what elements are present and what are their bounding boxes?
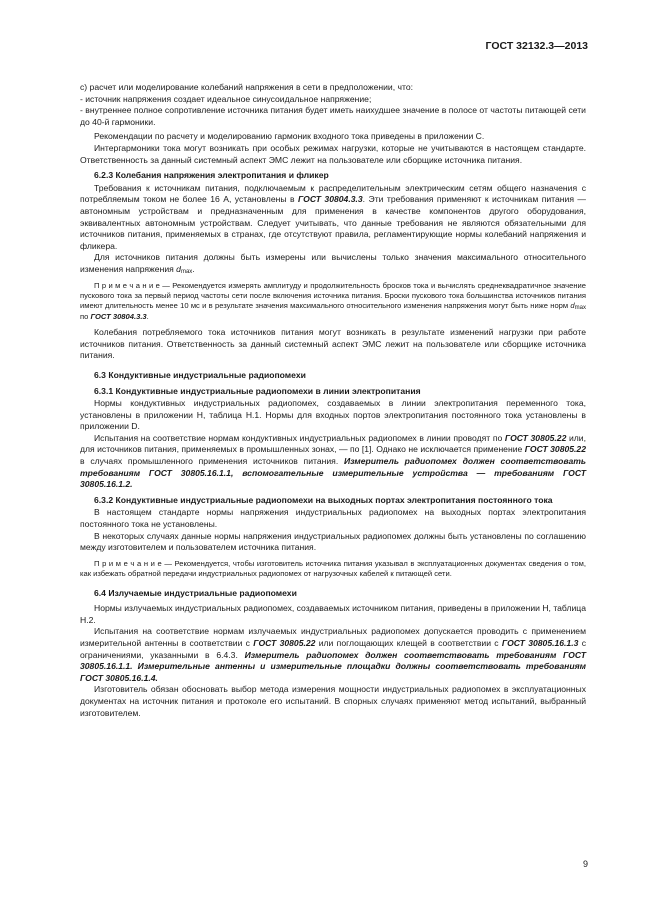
section-6-4-paragraph-2: Испытания на соответствие нормам излучаемых индустриальных радиопомех допускается проводить с применением измерительной антенны в соответствии с ГОСТ 30805.22 или поглощающих клещей в соответствии с ГОСТ 30805.16.1.3 с ограничениями, указанными в 6.4.3. Измеритель радиопомех должен соответствовать требованиям ГОСТ 30805.16.1.1. Измерительные антенны и измерительные площадки должны соответствовать требованиям ГОСТ 30805.16.1.4. [80,626,586,683]
standard-reference: ГОСТ 30805.22 [253,638,316,648]
standard-designation: ГОСТ 32132.3—2013 [485,40,588,52]
section-6-2-3-note: П р и м е ч а н и е — Рекомендуется измерять амплитуду и продолжительность бросков тока и вычислять среднеквадратичное значение пускового тока за первый период частоты сети после включения источника питания. Броски пускового тока большинства источников питания имеют длительность менее 10 мс и в результате значения максимального относительного изменения напряжения могут быть ниже норм $d_{max}$ по ГОСТ 30804.3.3. [80,280,586,321]
section-6-3-1-paragraph-2: Испытания на соответствие нормам кондуктивных индустриальных радиопомех в линии проводят по ГОСТ 30805.22 или, для источников питания, применяемых в промышленных зонах, — по [1]. Однако не исключается применение ГОСТ 30805.22 в случаях промышленного применения источников питания. Измеритель радиопомех должен соответствовать требованиям ГОСТ 30805.16.1.1, вспомогательные измерительные устройства — требованиям ГОСТ 30805.16.1.2. [80,432,586,490]
section-6-3-2-paragraph-2: В некоторых случаях данные нормы напряжения индустриальных радиопомех должны быть установлены по соглашению между изготовителем и пользователем источника питания. [80,530,586,553]
meter-requirement: Измеритель радиопомех должен соответствовать требованиям ГОСТ 30805.16.1.1, вспомогательные измерительные устройства — требованиям ГОСТ 30805.16.1.2. [80,456,586,490]
section-6-3-heading: 6.3 Кондуктивные индустриальные радиопомехи [94,369,306,380]
item-c-dash-2: - внутреннее полное сопротивление источника питания будет иметь наихудшее значение в полосе от частоты питающей сети до 40-й гармоники. [80,105,586,127]
section-6-3-1-paragraph-1: Нормы кондуктивных индустриальных радиопомех, создаваемых в линии электропитания переменного тока, установлены в приложении Н, таблица Н.1. Нормы для входных портов электропитания постоянного тока установлены в приложении D. [80,398,586,432]
meter-requirement: Измеритель радиопомех должен соответствовать требованиям ГОСТ 30805.16.1.1. Измерительные антенны и измерительные площадки должны соответствовать требованиям ГОСТ 30805.16.1.4. [80,649,586,683]
standard-reference: ГОСТ 30805.16.1.3 [501,638,579,648]
standard-reference: ГОСТ 30805.22 [524,444,586,455]
note-label: П р и м е ч а н и е [94,558,162,568]
item-c-intro: с) расчет или моделирование колебаний напряжения в сети в предположении, что: [80,82,413,92]
section-6-2-3-heading: 6.2.3 Колебания напряжения электропитания и фликер [94,170,329,181]
item-c-dash-1: - источник напряжения создает идеальное синусоидальное напряжение; [80,93,372,104]
section-6-2-3-paragraph-3: Колебания потребляемого тока источников питания могут возникать в результате изменений нагрузки при работе источников питания. Ответственность за данный системный аспект ЭМС лежит на пользователе или сборщике источника питания. [80,327,586,361]
section-6-2-3-paragraph-1: Требования к источникам питания, подключаемым к распределительным электрическим сетям общего назначения с потребляемым током не более 16 А, установлены в ГОСТ 30804.3.3. Эти требования применяют к источникам питания — автономным устройствам и предназначенным для применения в качестве компонентов другого оборудования, эквивалентных автономным устройствам. Следует учитывать, что данные требования не являются обязательными для источников питания, применяемых в странах, где отсутствуют правила, регламентирующие нормы колебаний напряжения и фликера. [80,182,587,251]
section-6-2-3-paragraph-2: Для источников питания должны быть измерены или вычислены только значения максимального относительного изменения напряжения $d_{max}$. [80,252,586,275]
section-6-3-2-heading: 6.3.2 Кондуктивные индустриальные радиопомехи на выходных портах электропитания постоянного тока [94,494,553,505]
symbol-d: d [176,263,181,274]
section-6-3-2-note: П р и м е ч а н и е — Рекомендуется, чтобы изготовитель источника питания указывал в эксплуатационных документах сведения о том, как избежать обратной передачи индустриальных радиопомех от нагрузочных кабелей к питающей сети. [80,558,586,579]
section-6-3-2-paragraph-1: В настоящем стандарте нормы напряжения индустриальных радиопомех на выходных портах электропитания постоянного тока не установлены. [80,507,586,530]
body-text [80,82,586,719]
section-6-4-paragraph-1: Нормы излучаемых индустриальных радиопомех, создаваемых источником питания, приведены в приложении Н, таблица Н.2. [80,603,586,625]
section-6-4-paragraph-3: Изготовитель обязан обосновать выбор метода измерения мощности индустриальных радиопомех в эксплуатационных документах на источник питания и протоколе его испытаний. В спорных случаях применяют метод испытаний, выбранный изготовителем. [80,684,586,718]
interharmonics-paragraph: Интергармоники тока могут возникать при особых режимах нагрузки, которые не учитываются в настоящем стандарте. Ответственность за данный системный аспект ЭМС лежит на пользователе или сборщике источника питания. [80,142,586,165]
standard-reference: ГОСТ 30804.3.3 [298,194,363,205]
page-number: 9 [582,859,588,869]
note-label: П р и м е ч а н и е [94,280,160,290]
recommendation-paragraph: Рекомендации по расчету и моделированию гармоник входного тока приведены в приложении С. [94,131,485,142]
standard-reference: ГОСТ 30804.3.3 [90,311,147,321]
section-6-4-heading: 6.4 Излучаемые индустриальные радиопомехи [94,587,297,598]
section-6-3-1-heading: 6.3.1 Кондуктивные индустриальные радиопомехи в линии электропитания [94,385,421,396]
standard-reference: ГОСТ 30805.22 [504,432,567,443]
